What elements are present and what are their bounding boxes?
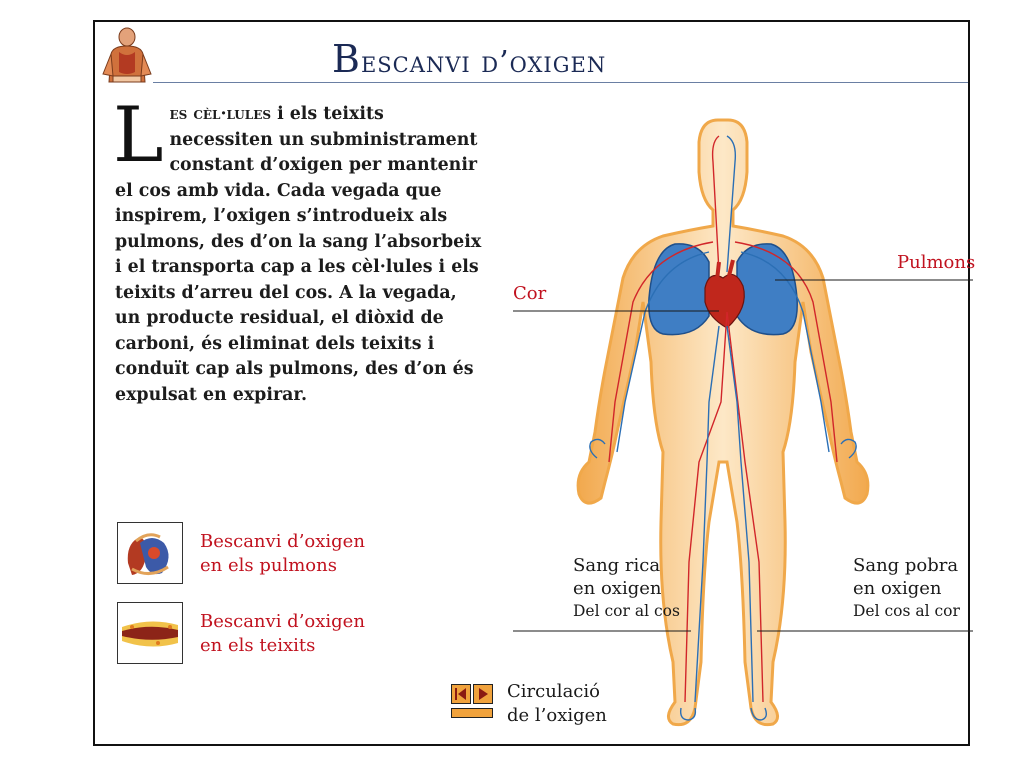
intro-text: i els teixits necessiten un subministrament constant d’oxigen per mantenir el cos amb vida. Cada vegada que inspirem, l’oxigen s’introdueix als pulmons, des d’on la sang l’absorbeix i el transporta cap a les cèl·lules i els teixits d’arreu del cos. A la vegada, un producte residual, el diòxid de carboni, és eliminat dels teixits i conduït cap als pulmons, des d’on és expulsat en expirar. bbox=[115, 104, 482, 405]
tissue-thumbnail-icon bbox=[118, 603, 182, 663]
nav-label[interactable]: Circulació de l’oxigen bbox=[507, 681, 607, 726]
arrow-left-icon bbox=[452, 685, 470, 703]
play-button[interactable] bbox=[473, 684, 493, 704]
play-icon bbox=[474, 685, 492, 703]
label-cor: Cor bbox=[513, 283, 547, 304]
lungs-exchange-thumbnail[interactable] bbox=[117, 522, 183, 584]
header bbox=[95, 22, 968, 84]
page-title: Bescanvi d’oxigen bbox=[332, 37, 607, 81]
label-oxygen-rich-blood: Sang rica en oxigen Del cor al cos bbox=[573, 555, 680, 620]
drop-cap: L bbox=[113, 90, 164, 179]
human-body-illustration bbox=[513, 102, 976, 747]
anatomy-figure-logo-icon[interactable] bbox=[99, 24, 155, 84]
header-divider bbox=[153, 82, 968, 83]
intro-paragraph bbox=[113, 90, 485, 408]
label-oxygen-poor-blood: Sang pobra en oxigen Del cos al cor bbox=[853, 555, 960, 620]
lungs-thumbnail-icon bbox=[118, 523, 182, 583]
previous-button[interactable] bbox=[451, 684, 471, 704]
progress-bar[interactable] bbox=[451, 708, 493, 718]
intro-smallcaps: es cèl·lules bbox=[169, 104, 272, 124]
link-oxygen-exchange-tissues[interactable]: Bescanvi d’oxigen en els teixits bbox=[200, 611, 365, 656]
link-oxygen-exchange-lungs[interactable]: Bescanvi d’oxigen en els pulmons bbox=[200, 531, 365, 576]
label-pulmons: Pulmons bbox=[897, 252, 976, 273]
circulation-figure bbox=[513, 102, 976, 747]
app-frame bbox=[93, 20, 976, 746]
tissue-exchange-thumbnail[interactable] bbox=[117, 602, 183, 664]
